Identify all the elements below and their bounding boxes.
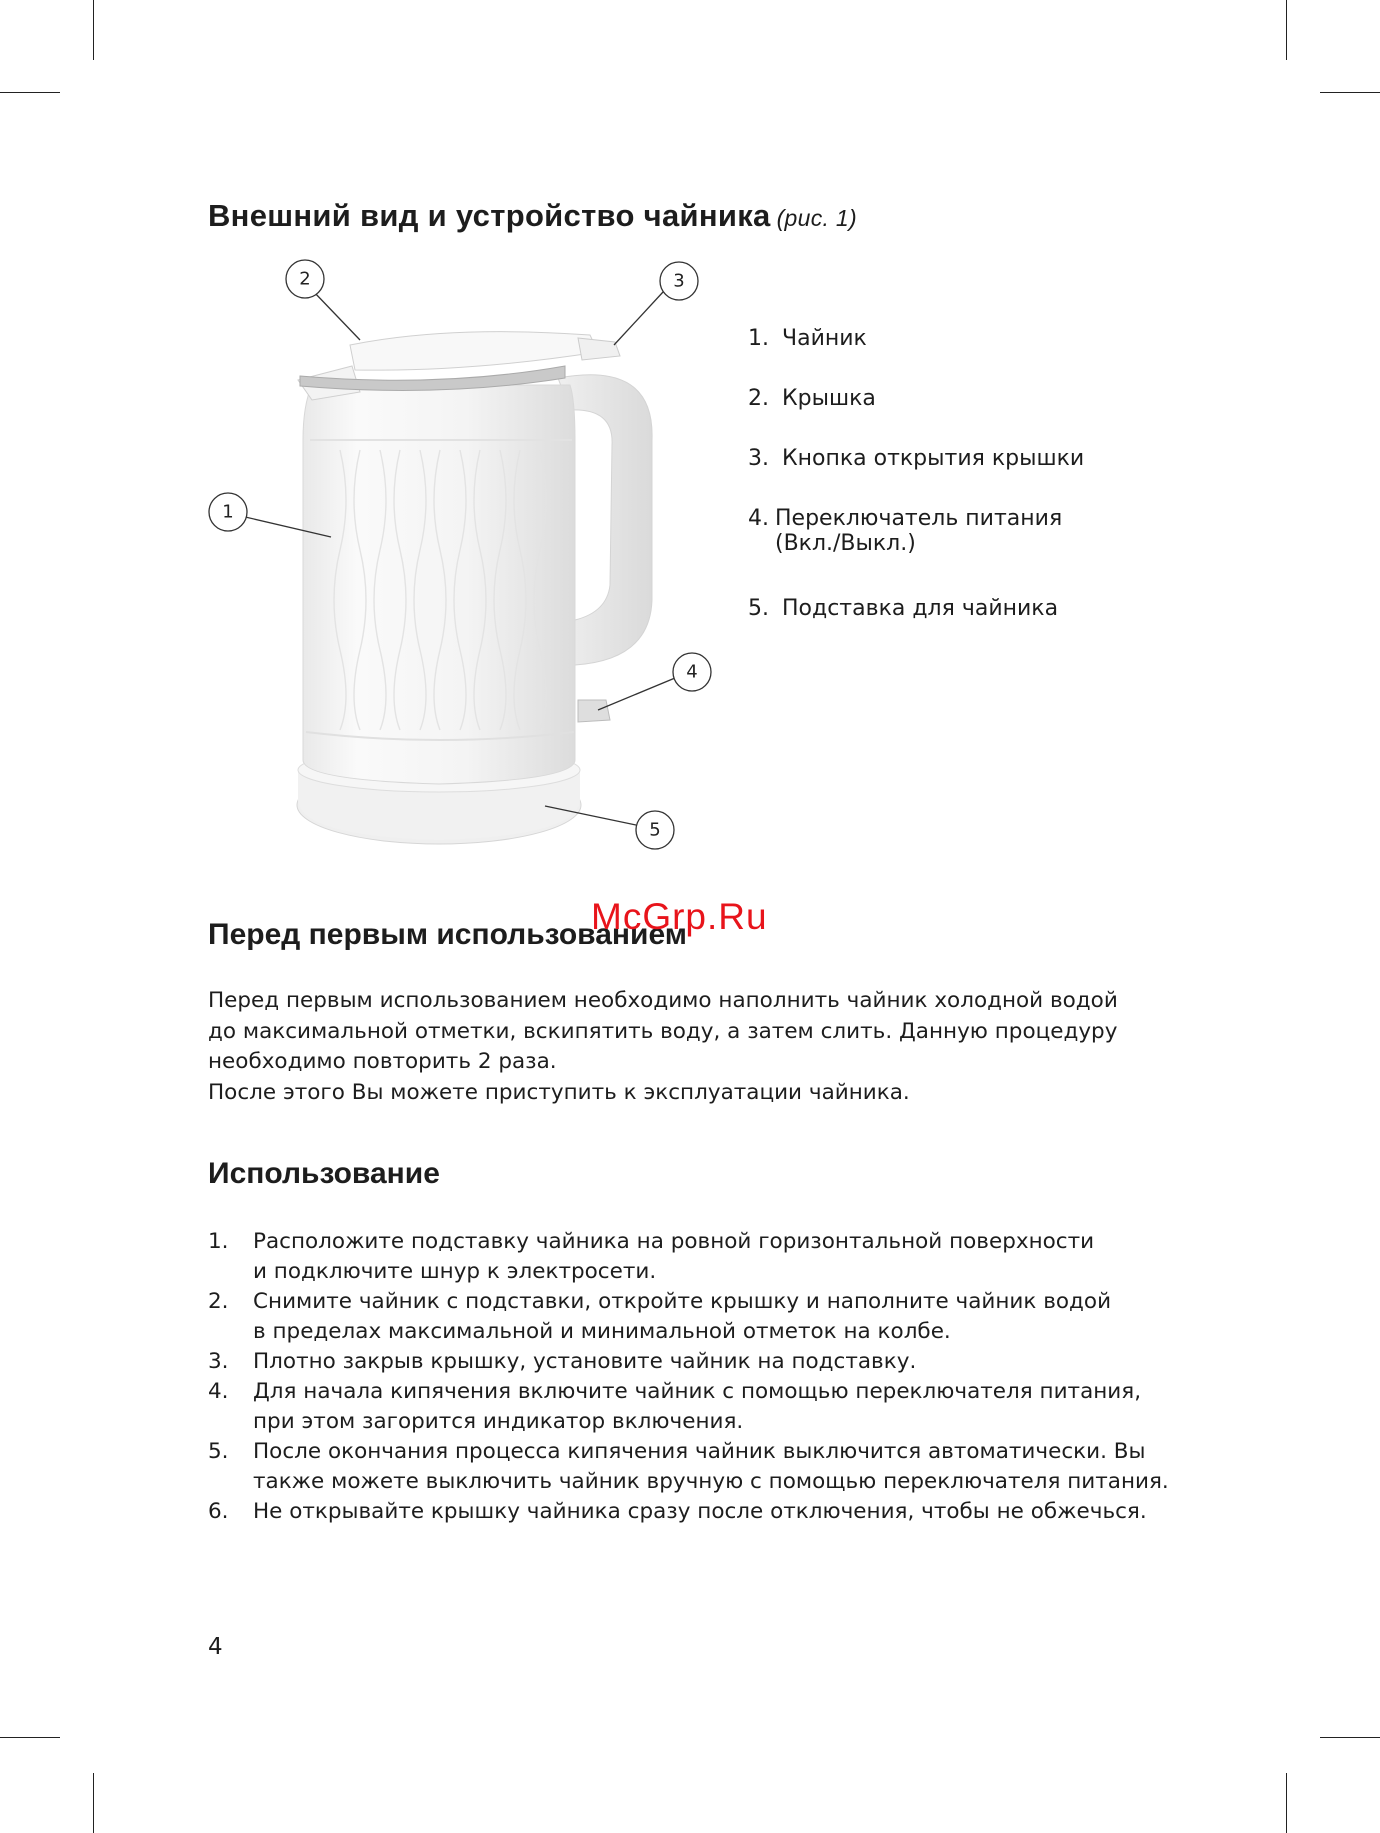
svg-text:5: 5 bbox=[649, 819, 661, 841]
kettle-illustration bbox=[0, 0, 1380, 900]
paragraph-line: После этого Вы можете приступить к эксплуатации чайника. bbox=[208, 1079, 910, 1105]
step-item: 3. Плотно закрыв крышку, установите чайник на подставку. bbox=[208, 1349, 917, 1374]
crop-mark bbox=[1320, 1737, 1380, 1738]
crop-mark bbox=[0, 1737, 60, 1738]
paragraph-line: Перед первым использованием необходимо наполнить чайник холодной водой bbox=[208, 988, 1118, 1013]
step-item: 5. После окончания процесса кипячения чайник выключится автоматически. Вы также можете выключить чайник вручную с помощью переключателя питания. bbox=[208, 1439, 1169, 1494]
legend-item: 2. Крышка bbox=[748, 386, 876, 411]
figure-caption: (рис. 1) bbox=[776, 205, 857, 231]
legend-item: 4. Переключатель питания (Вкл./Выкл.) bbox=[748, 506, 1063, 556]
page-number: 4 bbox=[208, 1634, 223, 1660]
step-item: 1. Расположите подставку чайника на ровной горизонтальной поверхности и подключите шнур к электросети. bbox=[208, 1229, 1095, 1284]
callout-1 bbox=[209, 493, 247, 531]
before-use-paragraph bbox=[208, 986, 1208, 1108]
title-text: Внешний вид и устройство чайника bbox=[208, 198, 771, 233]
section-heading-before-first-use: Перед первым использованием bbox=[208, 918, 687, 951]
legend-item: 5. Подставка для чайника bbox=[748, 596, 1059, 621]
section-heading-usage: Использование bbox=[208, 1157, 440, 1190]
kettle-lid bbox=[350, 332, 598, 371]
crop-mark bbox=[1286, 1773, 1287, 1833]
watermark: McGrp.Ru bbox=[591, 896, 768, 937]
crop-mark bbox=[93, 1773, 94, 1833]
paragraph-line: до максимальной отметки, вскипятить воду, а затем слить. Данную процедуру bbox=[208, 1018, 1118, 1044]
svg-text:1: 1 bbox=[222, 501, 234, 523]
callout-2 bbox=[286, 260, 324, 298]
lid-button bbox=[578, 338, 620, 360]
step-item: 4. Для начала кипячения включите чайник с помощью переключателя питания, при этом загорится индикатор включения. bbox=[208, 1379, 1142, 1434]
legend-item: 1. Чайник bbox=[748, 326, 867, 351]
svg-text:3: 3 bbox=[673, 270, 685, 292]
paragraph-line: необходимо повторить 2 раза. bbox=[208, 1049, 557, 1074]
step-item: 2. Снимите чайник с подставки, откройте крышку и наполните чайник водой в пределах максимальной и минимальной отметок на колбе. bbox=[208, 1289, 1112, 1344]
step-item: 6. Не открывайте крышку чайника сразу после отключения, чтобы не обжечься. bbox=[208, 1499, 1147, 1524]
power-switch bbox=[578, 700, 610, 722]
callout-5 bbox=[636, 811, 674, 849]
callout-3 bbox=[660, 262, 698, 300]
callout-4 bbox=[673, 653, 711, 691]
svg-text:4: 4 bbox=[686, 661, 698, 683]
legend-item: 3. Кнопка открытия крышки bbox=[748, 446, 1085, 471]
usage-steps bbox=[208, 1227, 1218, 1527]
svg-text:2: 2 bbox=[299, 268, 311, 290]
